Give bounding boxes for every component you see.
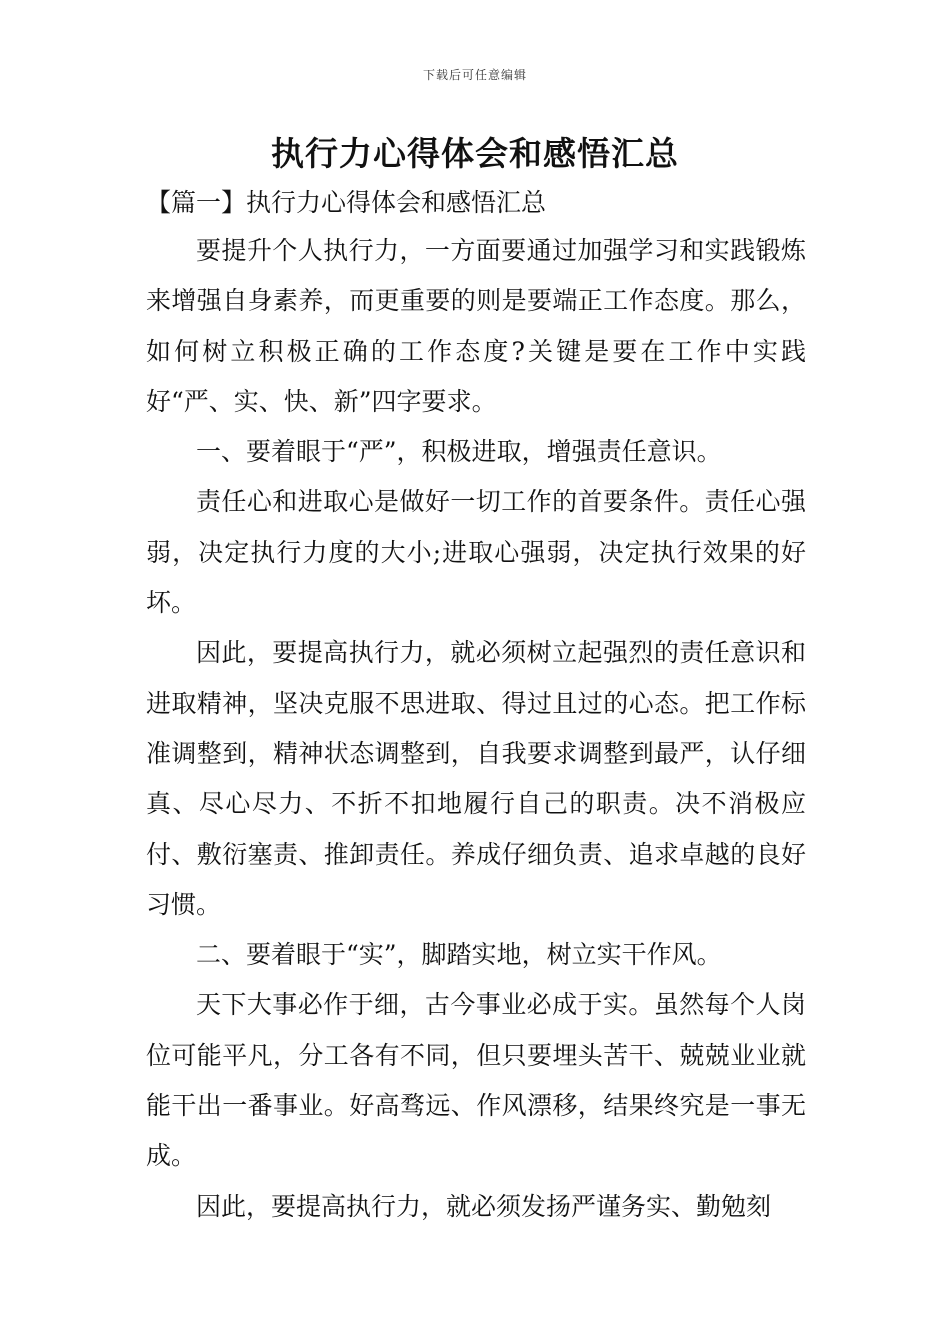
paragraph-4: 因此，要提高执行力，就必须树立起强烈的责任意识和进取精神，坚决克服不思进取、得过且过的心态。把工作标准调整到，精神状态调整到，自我要求调整到最严，认仔细真、尽心尽力、不折不扣地履行自己的职责。决不消极应付、敷衍塞责、推卸责任。养成仔细负责、追求卓越的良好习惯。 xyxy=(146,638,806,919)
document-body xyxy=(146,226,806,1232)
paragraph-7: 因此，要提高执行力，就必须发扬严谨务实、勤勉刻 xyxy=(196,1191,772,1221)
paragraph-6: 天下大事必作于细，古今事业必成于实。虽然每个人岗位可能平凡，分工各有不同，但只要埋头苦干、兢兢业业就能干出一番事业。好高骛远、作风漂移，结果终究是一事无成。 xyxy=(146,990,806,1171)
paragraph-2: 一、要着眼于“严”，积极进取，增强责任意识。 xyxy=(196,437,722,467)
paragraph-5: 二、要着眼于“实”，脚踏实地，树立实干作风。 xyxy=(196,940,722,970)
paragraph-1: 要提升个人执行力，一方面要通过加强学习和实践锻炼来增强自身素养，而更重要的则是要端正工作态度。那么，如何树立积极正确的工作态度?关键是要在工作中实践好“严、实、快、新”四字要求。 xyxy=(146,236,806,416)
document-title: 执行力心得体会和感悟汇总 xyxy=(271,134,679,173)
header-note: 下载后可任意编辑 xyxy=(422,68,527,82)
paragraph-3: 责任心和进取心是做好一切工作的首要条件。责任心强弱，决定执行力度的大小;进取心强弱，决定执行效果的好坏。 xyxy=(146,487,806,618)
section-heading: 【篇一】执行力心得体会和感悟汇总 xyxy=(146,188,547,217)
